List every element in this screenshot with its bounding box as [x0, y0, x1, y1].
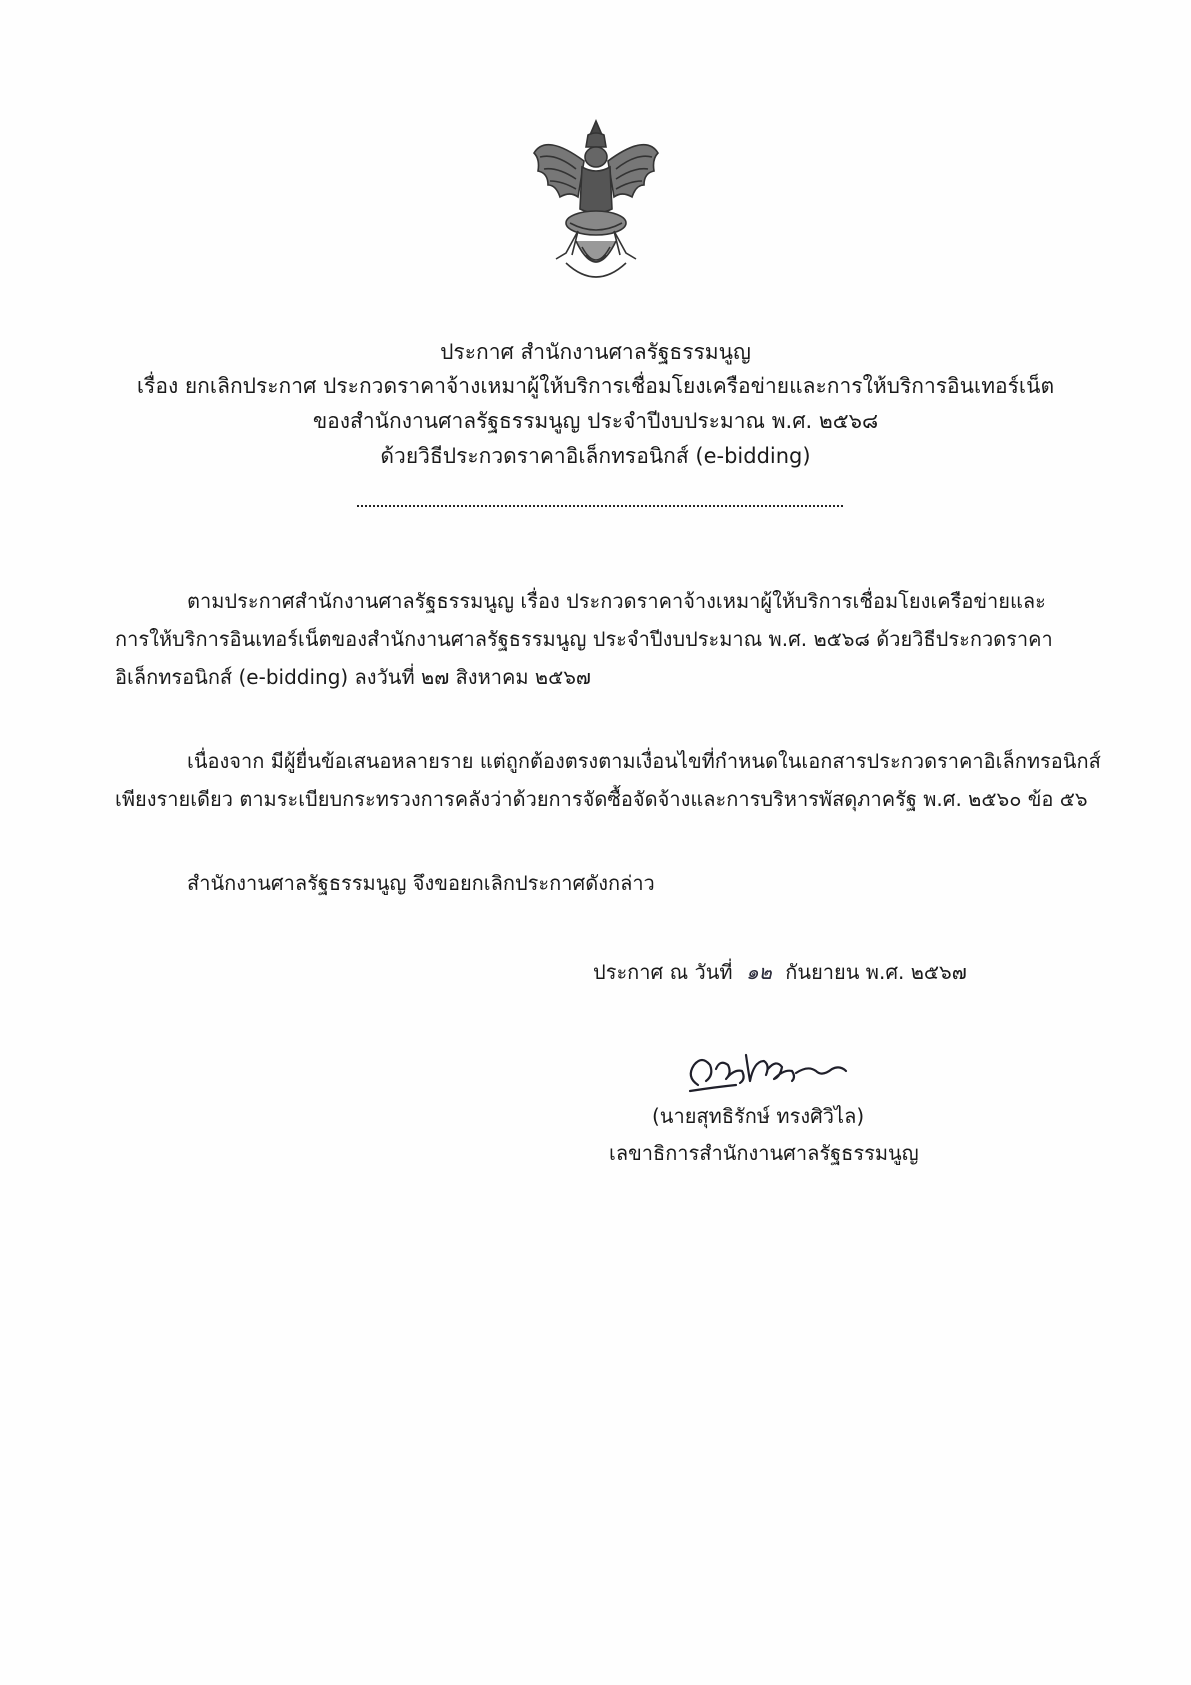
announcement-title: ประกาศ สำนักงานศาลรัฐธรรมนูญ — [440, 340, 751, 364]
signer-name: (นายสุทธิรักษ์ ทรงศิวิไล) — [652, 1104, 865, 1128]
date-day-handwritten: ๑๒ — [745, 960, 772, 984]
announcement-subject-line3: ด้วยวิธีประกวดราคาอิเล็กทรอนิกส์ (e-bidding) — [380, 444, 811, 468]
date-prefix: ประกาศ ณ วันที่ — [593, 960, 733, 984]
garuda-emblem-icon — [526, 113, 666, 293]
paragraph-2-line-1: เนื่องจาก มีผู้ยื่นข้อเสนอหลายราย แต่ถูกต้องตรงตามเงื่อนไขที่กำหนดในเอกสารประกวดราคาอิเล็กทรอนิกส์ — [187, 749, 1101, 773]
paragraph-1-line-1: ตามประกาศสำนักงานศาลรัฐธรรมนูญ เรื่อง ประกวดราคาจ้างเหมาผู้ให้บริการเชื่อมโยงเครือข่ายและ — [187, 589, 1046, 613]
paragraph-3: สำนักงานศาลรัฐธรรมนูญ จึงขอยกเลิกประกาศดังกล่าว — [187, 871, 655, 895]
announcement-date — [593, 957, 967, 987]
paragraph-2-line-2: เพียงรายเดียว ตามระเบียบกระทรวงการคลังว่าด้วยการจัดซื้อจัดจ้างและการบริหารพัสดุภาครัฐ พ.ศ. ๒๕๖๐ ข้อ ๕๖ — [115, 787, 1088, 811]
announcement-subject: เรื่อง ยกเลิกประกาศ ประกวดราคาจ้างเหมาผู้ให้บริการเชื่อมโยงเครือข่ายและการให้บริการอินเทอร์เน็ต — [136, 374, 1055, 398]
paragraph-1-line-3: อิเล็กทรอนิกส์ (e-bidding) ลงวันที่ ๒๗ สิงหาคม ๒๕๖๗ — [115, 665, 591, 689]
paragraph-1-line-2: การให้บริการอินเทอร์เน็ตของสำนักงานศาลรัฐธรรมนูญ ประจำปีงบประมาณ พ.ศ. ๒๕๖๘ ด้วยวิธีประกวดราคา — [115, 627, 1053, 651]
date-suffix: กันยายน พ.ศ. ๒๕๖๗ — [785, 960, 967, 984]
signer-title: เลขาธิการสำนักงานศาลรัฐธรรมนูญ — [609, 1141, 919, 1165]
announcement-subject-line2: ของสำนักงานศาลรัฐธรรมนูญ ประจำปีงบประมาณ พ.ศ. ๒๕๖๘ — [312, 409, 879, 433]
dotted-divider — [357, 505, 843, 507]
signature-image — [676, 1025, 856, 1105]
